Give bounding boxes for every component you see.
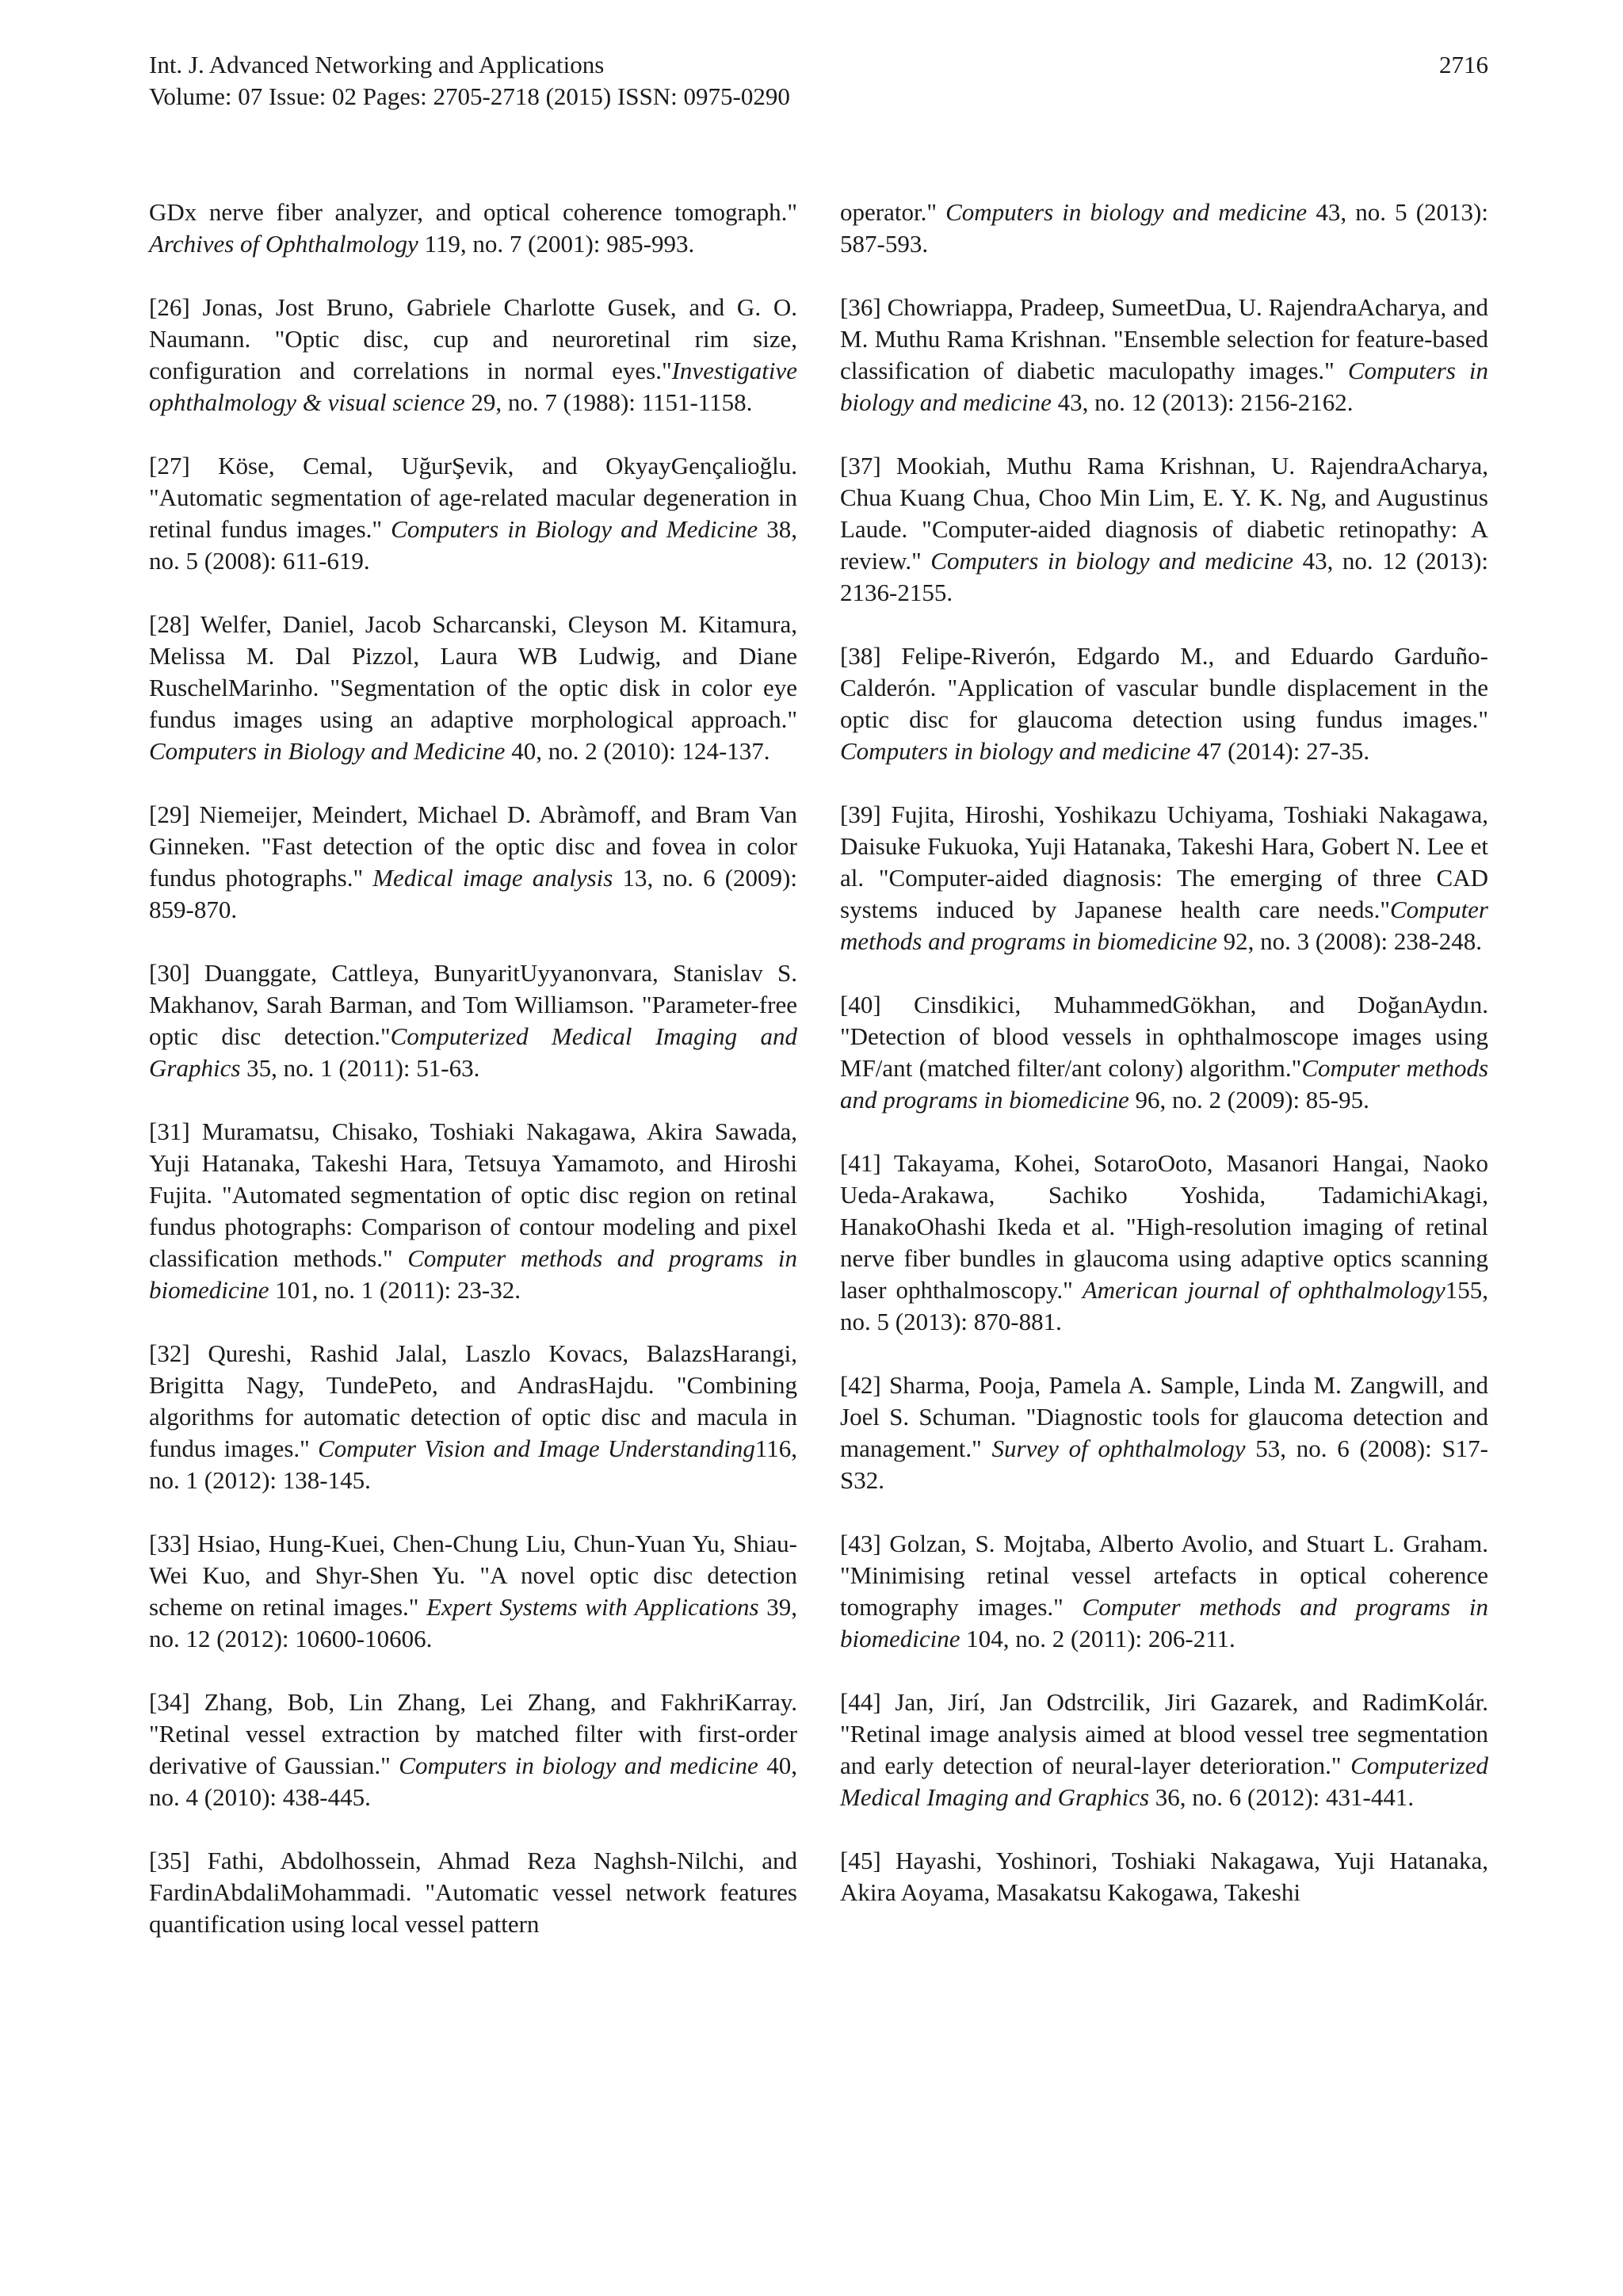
- reference-details: 47 (2014): 27-35.: [1190, 737, 1370, 765]
- reference-details: 43, no. 12 (2013): 2136-2155.: [840, 547, 1489, 606]
- reference-entry: [149, 799, 797, 926]
- reference-journal: Computerized Medical Imaging and Graphics: [149, 1022, 797, 1082]
- reference-entry: [840, 640, 1488, 767]
- reference-entry: [149, 1528, 797, 1655]
- reference-text: [40] Cinsdikici, MuhammedGökhan, and DoğanAydın. "Detection of blood vessels in ophthalmoscope images using MF/ant (matched filter/ant colony) algorithm.": [840, 991, 1488, 1082]
- reference-text: [44] Jan, Jirí, Jan Odstrcilik, Jiri Gazarek, and RadimKolár. "Retinal image analysis aimed at blood vessel tree segmentation and early detection of neural-layer deterioration.": [840, 1688, 1488, 1779]
- reference-journal: Computer Vision and Image Understanding: [318, 1435, 755, 1462]
- reference-text: [35] Fathi, Abdolhossein, Ahmad Reza Naghsh-Nilchi, and FardinAbdaliMohammadi. "Automatic vessel network features quantification using local vessel pattern: [149, 1847, 797, 1938]
- reference-text: [27] Köse, Cemal, UğurŞevik, and OkyayGençalioğlu. "Automatic segmentation of age-related macular degeneration in retinal fundus images.": [149, 452, 797, 543]
- reference-entry: [149, 1845, 797, 1940]
- reference-journal: Expert Systems with Applications: [426, 1593, 759, 1621]
- reference-details: 29, no. 7 (1988): 1151-1158.: [464, 388, 753, 416]
- reference-text: [38] Felipe-Riverón, Edgardo M., and Eduardo Garduño-Calderón. "Application of vascular bundle displacement in the optic disc for glaucoma detection using fundus images.": [840, 642, 1488, 733]
- reference-details: 35, no. 1 (2011): 51-63.: [240, 1054, 480, 1082]
- reference-text: [36] Chowriappa, Pradeep, SumeetDua, U. RajendraAcharya, and M. Muthu Rama Krishnan. "Ensemble selection for feature-based classification of diabetic maculopathy images.": [840, 293, 1488, 384]
- reference-text: [32] Qureshi, Rashid Jalal, Laszlo Kovacs, BalazsHarangi, Brigitta Nagy, TundePeto, and AndrasHajdu. "Combining algorithms for automatic detection of optic disc and macula in fundus images.": [149, 1339, 797, 1462]
- reference-journal: Computer methods and programs in biomedicine: [149, 1244, 797, 1304]
- reference-entry: [840, 450, 1488, 609]
- reference-details: 116, no. 1 (2012): 138-145.: [149, 1435, 797, 1494]
- reference-journal: Computer methods and programs in biomedicine: [840, 896, 1488, 955]
- reference-entry: [149, 1116, 797, 1306]
- reference-entry: [149, 292, 797, 418]
- reference-details: 40, no. 4 (2010): 438-445.: [149, 1752, 797, 1811]
- reference-entry: [840, 1845, 1488, 1908]
- journal-title: Int. J. Advanced Networking and Applications: [149, 51, 605, 78]
- reference-text: operator.": [840, 198, 946, 226]
- reference-entry: [840, 989, 1488, 1116]
- reference-text: [37] Mookiah, Muthu Rama Krishnan, U. RajendraAcharya, Chua Kuang Chua, Choo Min Lim, E. Y. K. Ng, and Augustinus Laude. "Computer-aided diagnosis of diabetic retinopathy: A review.": [840, 452, 1488, 575]
- reference-details: 101, no. 1 (2011): 23-32.: [269, 1276, 521, 1304]
- reference-text: [43] Golzan, S. Mojtaba, Alberto Avolio, and Stuart L. Graham. "Minimising retinal vessel artefacts in optical coherence tomography images.": [840, 1530, 1488, 1621]
- reference-text: [42] Sharma, Pooja, Pamela A. Sample, Linda M. Zangwill, and Joel S. Schuman. "Diagnostic tools for glaucoma detection and management.": [840, 1371, 1488, 1462]
- reference-details: 96, no. 2 (2009): 85-95.: [1128, 1086, 1369, 1114]
- reference-journal: Medical image analysis: [372, 864, 613, 892]
- reference-entry: [840, 1148, 1488, 1338]
- reference-text: [30] Duanggate, Cattleya, BunyaritUyyanonvara, Stanislav S. Makhanov, Sarah Barman, and Tom Williamson. "Parameter-free optic disc detection.": [149, 959, 797, 1050]
- reference-details: 43, no. 12 (2013): 2156-2162.: [1051, 388, 1354, 416]
- reference-text: [28] Welfer, Daniel, Jacob Scharcanski, Cleyson M. Kitamura, Melissa M. Dal Pizzol, Laura WB Ludwig, and Diane RuschelMarinho. "Segmentation of the optic disk in color eye fundus images using an adaptive morphological approach.": [149, 610, 797, 733]
- reference-details: 92, no. 3 (2008): 238-248.: [1216, 927, 1482, 955]
- reference-journal: Survey of ophthalmology: [991, 1435, 1246, 1462]
- reference-entry: [149, 957, 797, 1084]
- reference-details: 13, no. 6 (2009): 859-870.: [149, 864, 797, 923]
- reference-entry: [840, 1528, 1488, 1655]
- reference-journal: Archives of Ophthalmology: [149, 230, 418, 258]
- reference-journal: Computer methods and programs in biomedicine: [840, 1054, 1489, 1114]
- reference-entry: [840, 799, 1488, 957]
- reference-journal: Computers in biology and medicine: [945, 198, 1308, 226]
- reference-entry: [149, 609, 797, 767]
- reference-entry: [840, 1370, 1488, 1496]
- reference-details: 53, no. 6 (2008): S17-S32.: [840, 1435, 1489, 1494]
- reference-entry: [149, 1338, 797, 1496]
- references-right-column: [840, 197, 1488, 1940]
- reference-details: 119, no. 7 (2001): 985-993.: [418, 230, 695, 258]
- reference-text: [31] Muramatsu, Chisako, Toshiaki Nakagawa, Akira Sawada, Yuji Hatanaka, Takeshi Hara, Tetsuya Yamamoto, and Hiroshi Fujita. "Automated segmentation of optic disc region on retinal fundus photographs: Comparison of contour modeling and pixel classification methods.": [149, 1117, 797, 1272]
- reference-text: [33] Hsiao, Hung-Kuei, Chen-Chung Liu, Chun-Yuan Yu, Shiau-Wei Kuo, and Shyr-Shen Yu. "A novel optic disc detection scheme on retinal images.": [149, 1530, 797, 1621]
- page-number: 2716: [1439, 51, 1488, 78]
- reference-entry: [149, 197, 797, 260]
- reference-text: GDx nerve fiber analyzer, and optical coherence tomograph.": [149, 198, 797, 226]
- reference-journal: Computerized Medical Imaging and Graphics: [840, 1752, 1488, 1811]
- reference-details: 155, no. 5 (2013): 870-881.: [840, 1276, 1488, 1335]
- reference-journal: Investigative ophthalmology & visual science: [149, 357, 797, 416]
- reference-details: 39, no. 12 (2012): 10600-10606.: [149, 1593, 797, 1652]
- page-header: [149, 49, 1488, 113]
- reference-text: [26] Jonas, Jost Bruno, Gabriele Charlotte Gusek, and G. O. Naumann. "Optic disc, cup and neuroretinal rim size, configuration and correlations in normal eyes.": [149, 293, 797, 384]
- reference-entry: [840, 292, 1488, 418]
- reference-details: 40, no. 2 (2010): 124-137.: [505, 737, 770, 765]
- reference-journal: Computers in biology and medicine: [840, 357, 1488, 416]
- reference-text: [29] Niemeijer, Meindert, Michael D. Abràmoff, and Bram Van Ginneken. "Fast detection of the optic disc and fovea in color fundus photographs.": [149, 800, 797, 892]
- reference-journal: Computers in biology and medicine: [930, 547, 1294, 575]
- reference-entry: [149, 1687, 797, 1813]
- reference-details: 36, no. 6 (2012): 431-441.: [1149, 1783, 1415, 1811]
- reference-details: 43, no. 5 (2013): 587-593.: [840, 198, 1488, 258]
- reference-entry: [840, 197, 1488, 260]
- reference-details: 38, no. 5 (2008): 611-619.: [149, 515, 798, 575]
- volume-issue-line: Volume: 07 Issue: 02 Pages: 2705-2718 (2015) ISSN: 0975-0290: [149, 82, 790, 110]
- reference-journal: Computers in biology and medicine: [399, 1752, 758, 1779]
- reference-journal: Computers in Biology and Medicine: [391, 515, 758, 543]
- reference-details: 104, no. 2 (2011): 206-211.: [960, 1625, 1235, 1652]
- reference-entry: [149, 450, 797, 577]
- reference-journal: American journal of ophthalmology: [1082, 1276, 1445, 1304]
- references-left-column: [149, 197, 797, 1972]
- reference-text: [34] Zhang, Bob, Lin Zhang, Lei Zhang, and FakhriKarray. "Retinal vessel extraction by matched filter with first-order derivative of Gaussian.": [149, 1688, 797, 1779]
- reference-text: [39] Fujita, Hiroshi, Yoshikazu Uchiyama, Toshiaki Nakagawa, Daisuke Fukuoka, Yuji Hatanaka, Takeshi Hara, Gobert N. Lee et al. "Computer-aided diagnosis: The emerging of three CAD systems induced by Japanese health care needs.": [840, 800, 1488, 923]
- reference-text: [41] Takayama, Kohei, SotaroOoto, Masanori Hangai, Naoko Ueda-Arakawa, Sachiko Yoshida, TadamichiAkagi, HanakoOhashi Ikeda et al. "High-resolution imaging of retinal nerve fiber bundles in glaucoma using adaptive optics scanning laser ophthalmoscopy.": [840, 1149, 1488, 1304]
- reference-journal: Computer methods and programs in biomedicine: [840, 1593, 1488, 1652]
- reference-journal: Computers in Biology and Medicine: [149, 737, 506, 765]
- reference-entry: [840, 1687, 1488, 1813]
- reference-journal: Computers in biology and medicine: [840, 737, 1191, 765]
- reference-text: [45] Hayashi, Yoshinori, Toshiaki Nakagawa, Yuji Hatanaka, Akira Aoyama, Masakatsu Kakogawa, Takeshi: [840, 1847, 1488, 1906]
